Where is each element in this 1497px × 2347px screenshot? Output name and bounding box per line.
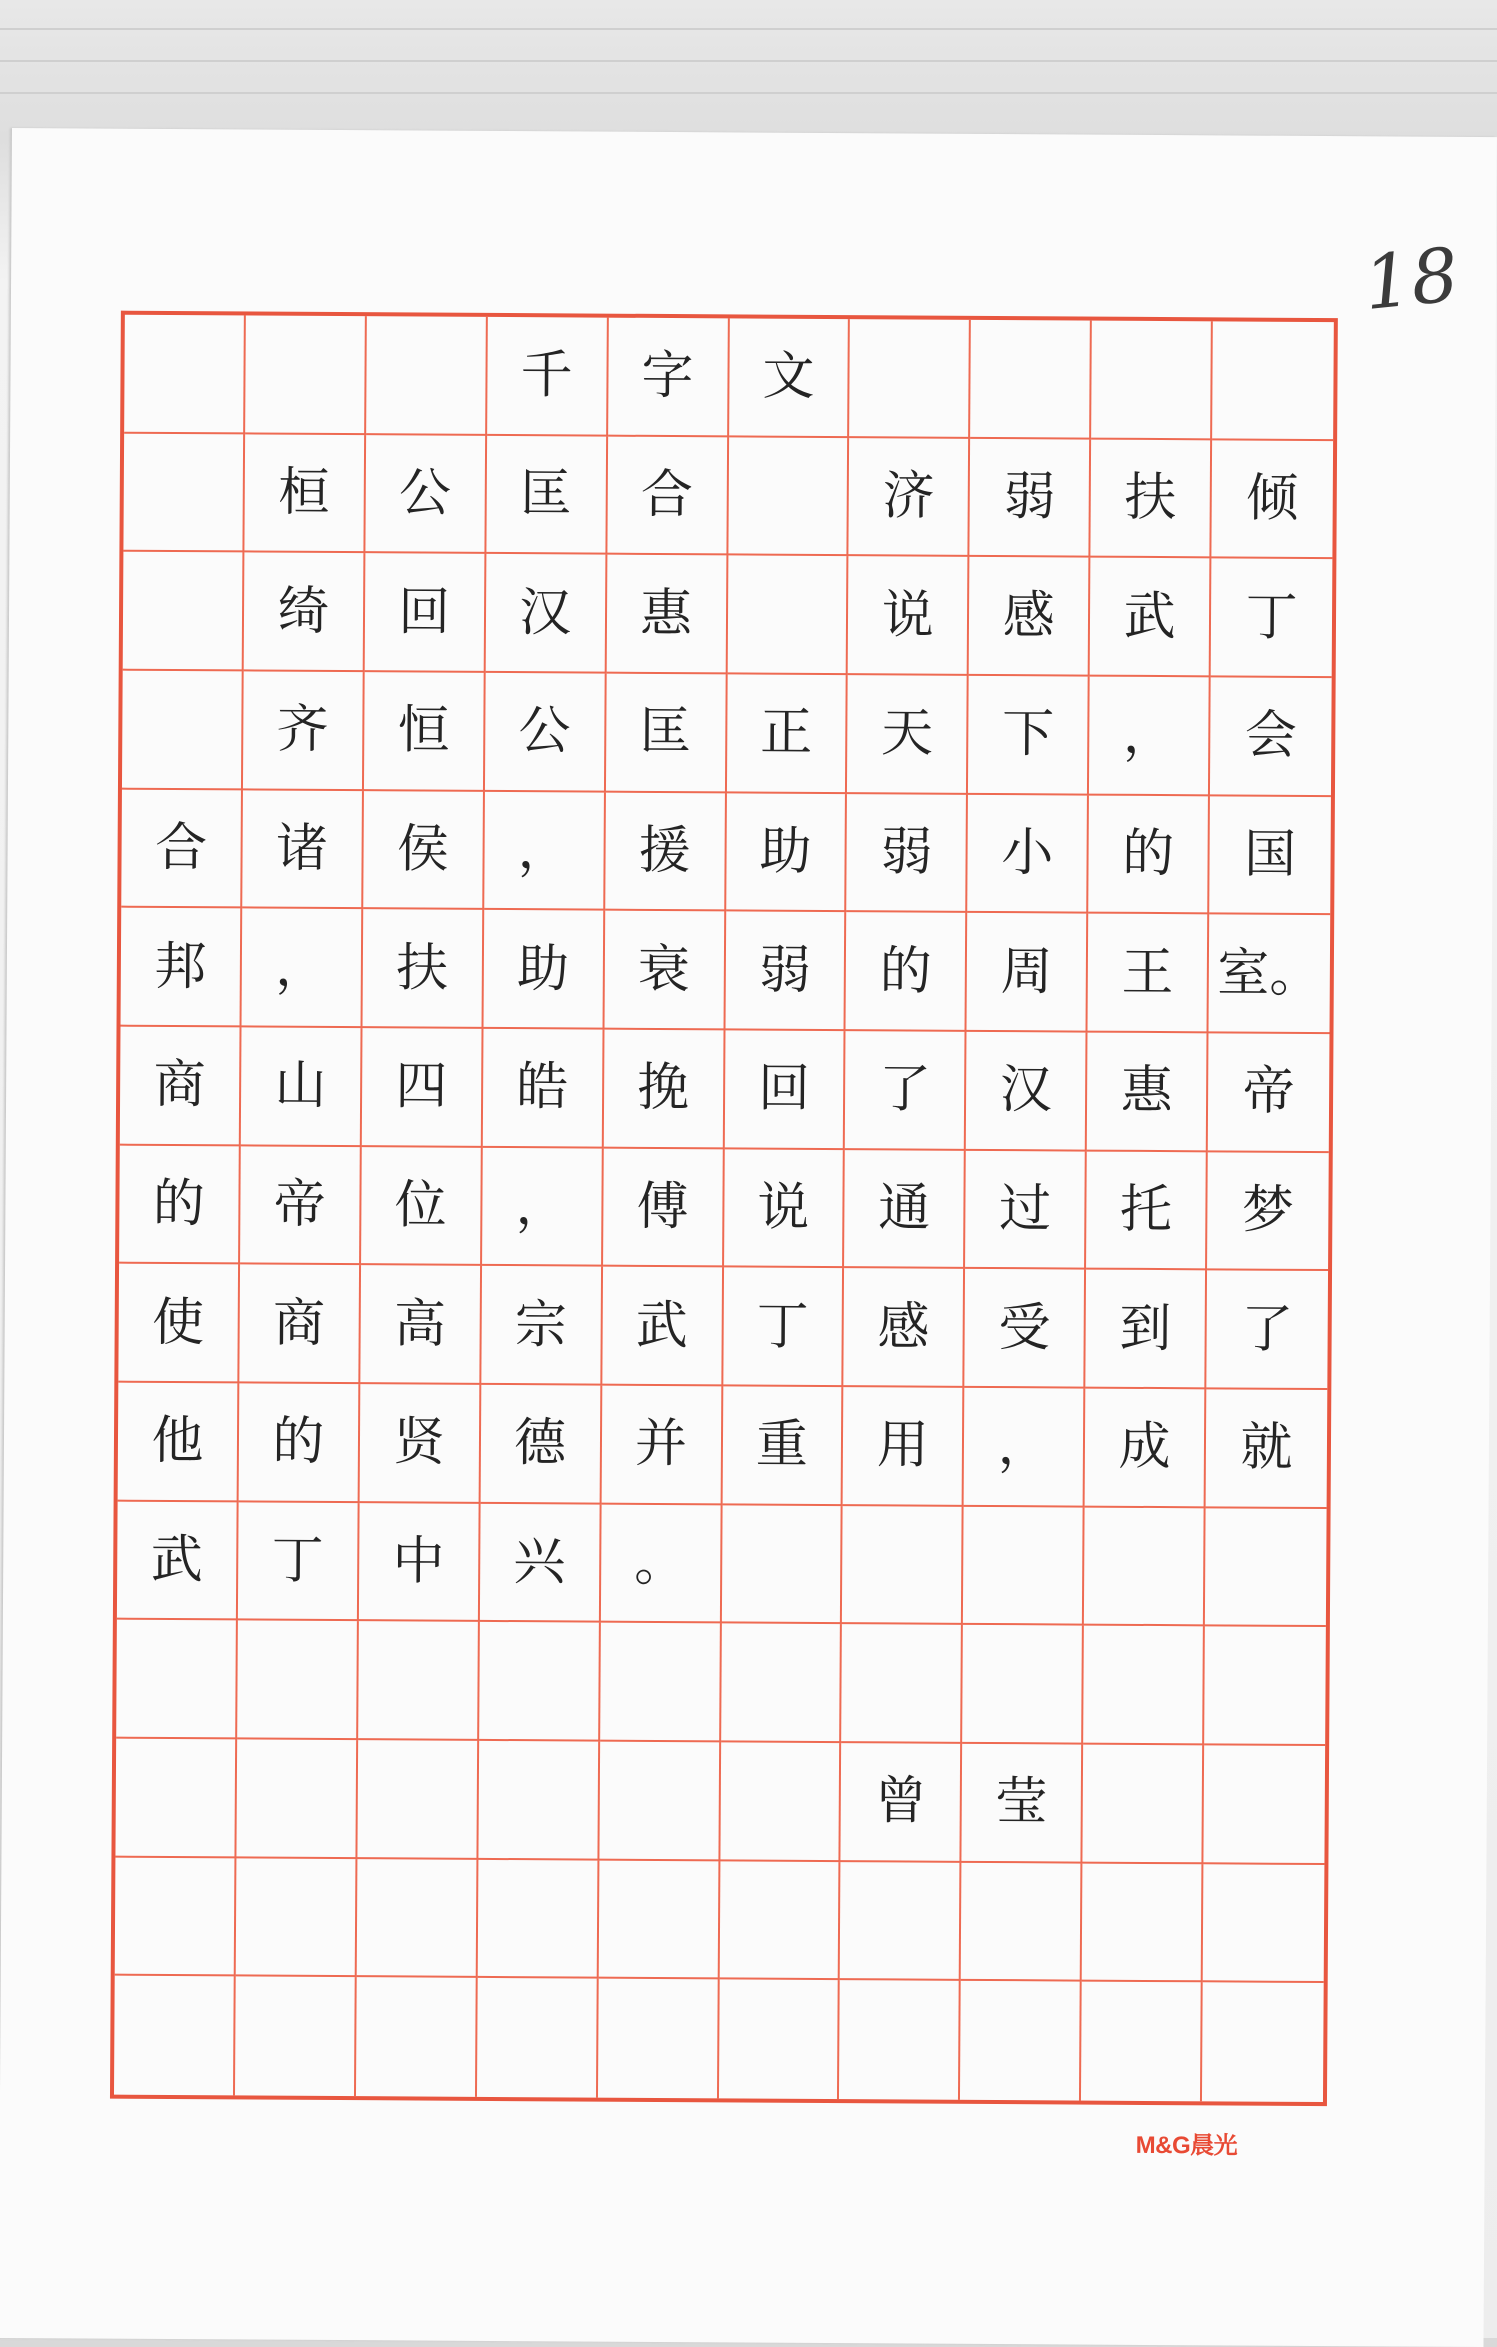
grid-cell: [962, 1625, 1084, 1744]
grid-cell: ，: [241, 909, 363, 1028]
grid-cell: 感: [969, 557, 1091, 676]
grid-cell: 傅: [603, 1148, 725, 1267]
grid-cell: [123, 552, 245, 671]
grid-cell: 贤: [359, 1384, 481, 1503]
grid-cell: [477, 1860, 599, 1979]
grid-cell: [115, 1739, 237, 1858]
grid-cell: 匡: [606, 674, 728, 793]
grid-cell: [235, 1977, 357, 2096]
grid-cell: 山: [241, 1027, 363, 1146]
grid-cell: [114, 1976, 236, 2095]
grid-cell: 丁: [1211, 559, 1333, 678]
grid-cell: 弱: [725, 912, 847, 1031]
writing-grid: [110, 311, 1338, 2106]
grid-cell: [728, 437, 850, 556]
grid-cell: 千: [487, 317, 609, 436]
grid-cell: [245, 315, 367, 434]
grid-cell: 公: [485, 673, 607, 792]
grid-cell: 倾: [1211, 440, 1333, 559]
grid-cell: 商: [239, 1265, 361, 1384]
grid-cell: 到: [1086, 1270, 1208, 1389]
grid-cell: 援: [605, 792, 727, 911]
grid-cell: [1212, 321, 1334, 440]
grid-cell: [961, 1862, 1083, 1981]
grid-cell: 感: [844, 1268, 966, 1387]
grid-cell: 文: [729, 318, 851, 437]
grid-cell: 助: [483, 910, 605, 1029]
grid-cell: [477, 1978, 599, 2097]
grid-cell: 丁: [723, 1268, 845, 1387]
grid-cell: 莹: [962, 1744, 1084, 1863]
grid-cell: 通: [844, 1150, 966, 1269]
grid-cell: 了: [845, 1031, 967, 1150]
grid-cell: ，: [1089, 677, 1211, 796]
grid-cell: [840, 1862, 962, 1981]
grid-cell: 受: [965, 1269, 1087, 1388]
grid-cell: [1084, 1507, 1206, 1626]
grid-cell: 兴: [480, 1504, 602, 1623]
grid-cell: 汉: [966, 1032, 1088, 1151]
grid-cell: [1204, 1627, 1326, 1746]
grid-cell: [366, 316, 488, 435]
grid-cell: 成: [1085, 1389, 1207, 1508]
grid-cell: [1203, 1864, 1325, 1983]
grid-cell: 助: [726, 793, 848, 912]
grid-cell: ，: [484, 792, 606, 911]
grid-cell: [842, 1624, 964, 1743]
grid-cell: [115, 1857, 237, 1976]
grid-cell: 惠: [1087, 1033, 1209, 1152]
grid-cell: [356, 1977, 478, 2096]
brand-logo: M&G晨光: [1135, 2131, 1238, 2160]
grid-cell: 汉: [485, 554, 607, 673]
grid-cell: [719, 1861, 841, 1980]
grid-cell: [1082, 1863, 1204, 1982]
scanner-stripe: [0, 92, 1497, 94]
grid-cell: 丁: [238, 1502, 360, 1621]
grid-cell: [600, 1623, 722, 1742]
grid-cell: 武: [117, 1501, 239, 1620]
grid-cell: [357, 1859, 479, 1978]
grid-cell: 济: [849, 438, 971, 557]
grid-cell: 高: [360, 1265, 482, 1384]
grid-cell: 德: [480, 1385, 602, 1504]
grid-cell: 回: [724, 1030, 846, 1149]
grid-cell: 说: [724, 1149, 846, 1268]
grid-cell: 字: [608, 318, 730, 437]
grid-cell: [963, 1506, 1085, 1625]
grid-cell: 挽: [603, 1030, 725, 1149]
grid-cell: 扶: [1091, 439, 1213, 558]
grid-cell: [1091, 321, 1213, 440]
grid-cell: [236, 1858, 358, 1977]
grid-cell: 皓: [482, 1029, 604, 1148]
grid-cell: [358, 1621, 480, 1740]
grid-cell: [720, 1742, 842, 1861]
grid-cell: 正: [726, 674, 848, 793]
grid-cell: 合: [121, 789, 243, 908]
grid-cell: 王: [1088, 914, 1210, 1033]
grid-cell: [1083, 1626, 1205, 1745]
grid-cell: [1083, 1745, 1205, 1864]
grid-cell: 了: [1206, 1271, 1328, 1390]
grid-cell: [357, 1740, 479, 1859]
grid-cell: 的: [1088, 795, 1210, 914]
grid-cell: 说: [848, 556, 970, 675]
grid-cell: 曾: [841, 1743, 963, 1862]
grid-cell: 扶: [362, 909, 484, 1028]
grid-cell: [718, 1980, 840, 2099]
grid-cell: 四: [362, 1028, 484, 1147]
grid-cell: 梦: [1207, 1152, 1329, 1271]
grid-cell: 重: [722, 1386, 844, 1505]
grid-cell: 齐: [243, 671, 365, 790]
grid-cell: 惠: [606, 555, 728, 674]
scanner-stripe: [0, 28, 1497, 30]
grid-cell: 帝: [240, 1146, 362, 1265]
grid-cell: 他: [118, 1383, 240, 1502]
grid-cell: 周: [967, 913, 1089, 1032]
grid-cell: [598, 1860, 720, 1979]
grid-cell: 绮: [244, 553, 366, 672]
grid-cell: 恒: [364, 672, 486, 791]
grid-cell: 室。: [1209, 915, 1331, 1034]
grid-cell: 天: [847, 675, 969, 794]
grid-cell: 国: [1209, 796, 1331, 915]
grid-cell: 会: [1210, 677, 1332, 796]
grid-cell: 用: [843, 1387, 965, 1506]
grid-cell: 弱: [970, 439, 1092, 558]
grid-cell: 商: [120, 1027, 242, 1146]
grid-cell: 使: [118, 1264, 240, 1383]
grid-cell: [842, 1506, 964, 1625]
grid-cell: [478, 1741, 600, 1860]
grid-cell: ，: [964, 1388, 1086, 1507]
grid-cell: [599, 1742, 721, 1861]
grid-cell: [479, 1622, 601, 1741]
grid-cell: [1204, 1745, 1326, 1864]
grid-cell: 衰: [604, 911, 726, 1030]
grid-cell: 武: [1090, 558, 1212, 677]
grid-cell: 并: [601, 1386, 723, 1505]
grid-cell: [237, 1621, 359, 1740]
grid-cell: 武: [602, 1267, 724, 1386]
grid-cell: [124, 315, 246, 434]
grid-cell: 。: [600, 1504, 722, 1623]
grid-cell: 帝: [1208, 1033, 1330, 1152]
grid-cell: [727, 556, 849, 675]
grid-cell: ，: [482, 1148, 604, 1267]
page-number: 18: [1359, 232, 1463, 327]
grid-cell: [721, 1505, 843, 1624]
grid-cell: 的: [239, 1383, 361, 1502]
grid-cell: [123, 433, 245, 552]
grid-cell: [122, 671, 244, 790]
grid-cell: 小: [968, 795, 1090, 914]
grid-cell: [970, 320, 1092, 439]
grid-cell: 桓: [244, 434, 366, 553]
grid-cell: [960, 1981, 1082, 2100]
paper-sheet: [0, 128, 1497, 2347]
grid-cell: 位: [361, 1147, 483, 1266]
grid-cell: 回: [364, 553, 486, 672]
grid-cell: [1081, 1982, 1203, 2101]
grid-cell: 托: [1086, 1151, 1208, 1270]
grid-cell: 就: [1206, 1389, 1328, 1508]
grid-cell: [1205, 1508, 1327, 1627]
grid-cell: 匡: [486, 436, 608, 555]
grid-cell: 公: [365, 435, 487, 554]
grid-cell: [116, 1620, 238, 1739]
grid-cell: [721, 1624, 843, 1743]
grid-cell: 的: [846, 912, 968, 1031]
grid-cell: 的: [119, 1145, 241, 1264]
grid-cell: 宗: [481, 1266, 603, 1385]
grid-cell: [839, 1980, 961, 2099]
grid-cell: 侯: [363, 791, 485, 910]
grid-cell: 过: [965, 1151, 1087, 1270]
grid-cell: 邦: [121, 908, 243, 1027]
grid-cell: [236, 1739, 358, 1858]
grid-cell: [1202, 1983, 1324, 2102]
grid-cell: 弱: [847, 794, 969, 913]
grid-cell: 中: [359, 1503, 481, 1622]
grid-cell: 合: [607, 436, 729, 555]
grid-cell: [850, 319, 972, 438]
grid-cell: [598, 1979, 720, 2098]
scanner-stripe: [0, 60, 1497, 62]
grid-cell: 下: [968, 676, 1090, 795]
grid-cell: 诸: [242, 790, 364, 909]
